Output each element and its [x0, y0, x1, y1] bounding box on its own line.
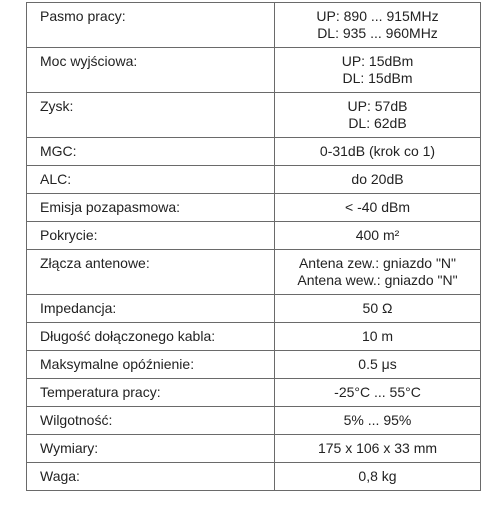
table-row: [27, 93, 481, 138]
spec-label: Złącza antenowe:: [27, 250, 275, 295]
table-row: [27, 138, 481, 166]
spec-value-line: do 20dB: [351, 171, 404, 187]
spec-value: [275, 93, 481, 138]
spec-value-line: 0-31dB (krok co 1): [319, 143, 436, 159]
spec-value-line: DL: 935 ... 960MHz: [317, 25, 438, 41]
spec-label: Moc wyjściowa:: [27, 48, 275, 93]
spec-value: [275, 435, 481, 463]
table-row: [27, 379, 481, 407]
spec-value-line: 0,8 kg: [358, 468, 397, 484]
table-row: [27, 250, 481, 295]
spec-value-line: Antena zew.: gniazdo "N": [298, 255, 457, 271]
spec-value: [275, 194, 481, 222]
table-row: [27, 407, 481, 435]
spec-value: [275, 463, 481, 491]
spec-value-line: UP: 57dB: [347, 98, 408, 114]
spec-value-line: UP: 890 ... 915MHz: [316, 8, 439, 24]
spec-value-line: < -40 dBm: [345, 199, 410, 215]
spec-label: Długość dołączonego kabla:: [27, 323, 275, 351]
table-row: [27, 48, 481, 93]
spec-value: [275, 323, 481, 351]
spec-value: [275, 48, 481, 93]
table-row: [27, 295, 481, 323]
spec-value-line: 5% ... 95%: [343, 412, 412, 428]
spec-value-line: DL: 62dB: [348, 115, 407, 131]
spec-label: Zysk:: [27, 93, 275, 138]
table-row: [27, 3, 481, 48]
table-row: [27, 351, 481, 379]
spec-value-line: 400 m²: [355, 227, 400, 243]
spec-value-line: Antena wew.: gniazdo "N": [297, 272, 458, 288]
spec-value-line: -25°C ... 55°C: [334, 384, 421, 400]
spec-value: [275, 166, 481, 194]
spec-value-line: 0.5 μs: [358, 356, 397, 372]
spec-label: ALC:: [27, 166, 275, 194]
table-row: [27, 194, 481, 222]
table-row: [27, 166, 481, 194]
spec-table: [26, 2, 481, 491]
spec-value: [275, 351, 481, 379]
spec-label: Pasmo pracy:: [27, 3, 275, 48]
table-row: [27, 463, 481, 491]
spec-value: [275, 295, 481, 323]
spec-label: Emisja pozapasmowa:: [27, 194, 275, 222]
spec-label: Pokrycie:: [27, 222, 275, 250]
spec-value: [275, 138, 481, 166]
spec-label: Wilgotność:: [27, 407, 275, 435]
spec-value-line: DL: 15dBm: [342, 70, 413, 86]
spec-value-line: 50 Ω: [362, 300, 393, 316]
spec-value: [275, 407, 481, 435]
spec-label: Impedancja:: [27, 295, 275, 323]
spec-value: [275, 222, 481, 250]
table-row: [27, 222, 481, 250]
spec-value: [275, 379, 481, 407]
spec-label: Waga:: [27, 463, 275, 491]
spec-label: Wymiary:: [27, 435, 275, 463]
spec-label: MGC:: [27, 138, 275, 166]
spec-value-line: UP: 15dBm: [341, 53, 414, 69]
table-row: [27, 323, 481, 351]
table-row: [27, 435, 481, 463]
spec-value: [275, 3, 481, 48]
spec-value-line: 10 m: [361, 328, 394, 344]
spec-label: Maksymalne opóźnienie:: [27, 351, 275, 379]
spec-label: Temperatura pracy:: [27, 379, 275, 407]
spec-value-line: 175 x 106 x 33 mm: [317, 440, 438, 456]
spec-value: [275, 250, 481, 295]
